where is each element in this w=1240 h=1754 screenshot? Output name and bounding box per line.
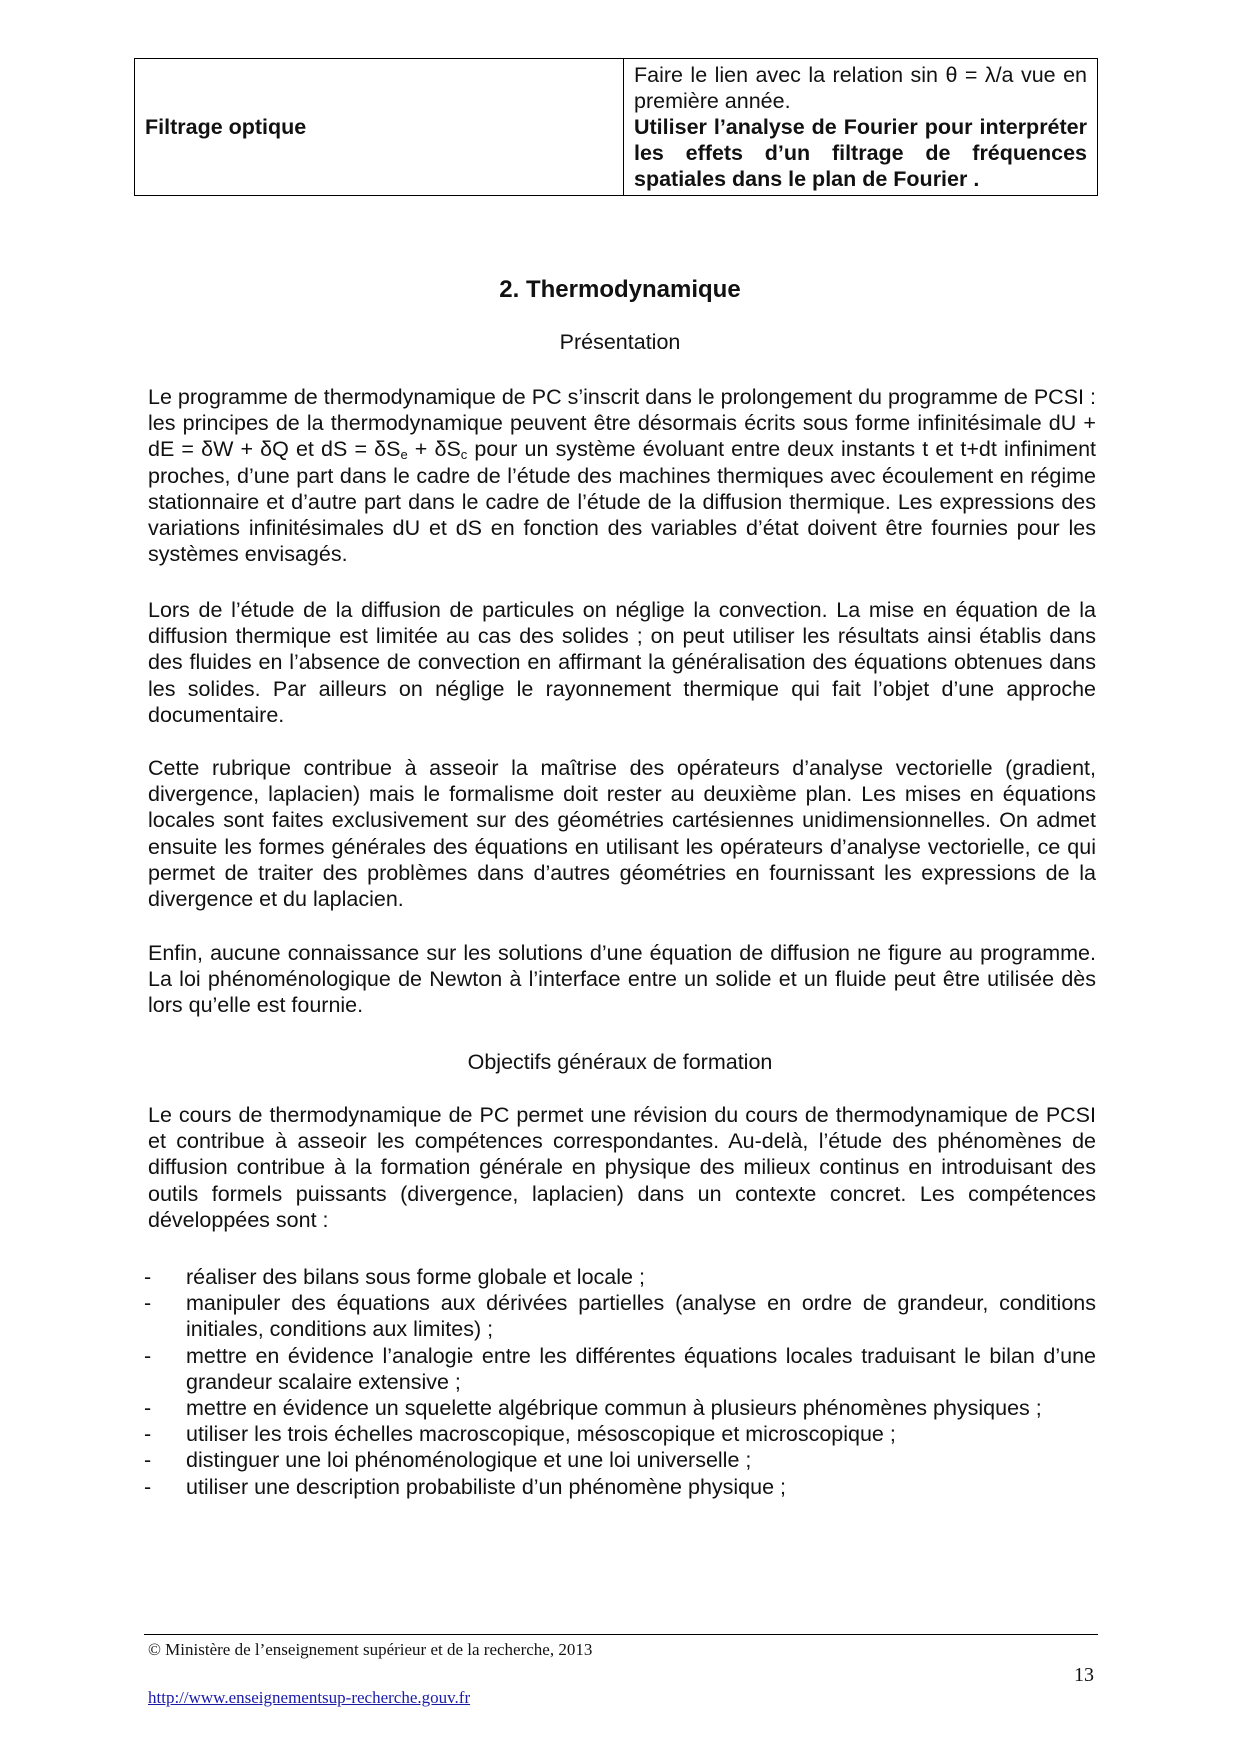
objectives-heading: Objectifs généraux de formation [467,1050,773,1074]
list-item [144,1474,1096,1500]
table-row [135,59,1098,115]
list-item-text: mettre en évidence l’analogie entre les différentes équations locales traduisant le bilan d’une grandeur scalaire extensive ; [186,1343,1096,1394]
table-cell-empty [135,59,624,115]
bullet-dash: - [144,1291,152,1316]
bullet-dash: - [144,1474,152,1499]
paragraph-1-part-a: Le programme de thermodynamique de PC s’inscrit dans le prolongement du programme de PCSI : les principes de la thermodynamique peuvent être désormais écrits sous forme infinitésimale dU + dE = δW + δQ et dS = δS [148,385,1096,462]
presentation-heading: Présentation [559,330,681,354]
list-item [144,1290,1096,1342]
bullet-dash: - [144,1343,152,1368]
bullet-dash: - [144,1422,152,1447]
list-item [144,1264,1096,1290]
section-title: 2. Thermodynamique [499,276,741,303]
footer-rule [144,1634,1098,1635]
bullet-dash: - [144,1265,152,1289]
list-item-text: utiliser les trois échelles macroscopique, mésoscopique et microscopique ; [186,1422,896,1447]
competences-table [134,58,1098,196]
table-cell: Faire le lien avec la relation sin θ = λ/a vue en première année. [624,59,1098,115]
paragraph-2: Lors de l’étude de la diffusion de particules on néglige la convection. La mise en équation de la diffusion thermique est limitée au cas des solides ; on peut utiliser les résultats ainsi établis dans des fluides en l’absence de convection en affirmant la généralisation des équations obtenues dans les solides. Par ailleurs on néglige le rayonnement thermique qui fait l’objet d’une approche documentaire. [148,598,1096,727]
table-cell-notion: Filtrage optique [135,114,624,196]
paragraph-1-part-b: pour un système évoluant entre deux instants t et t+dt infiniment proches, d’une part dans le cadre de l’étude des machines thermiques avec écoulement en régime stationnaire et d’autre part dans le cadre de l’étude de la diffusion thermique. Les expressions des variations infinitésimales dU et dS en fonction des variables d’état doivent être fournies pour les systèmes envisagés. [148,437,1096,567]
list-item-text: utiliser une description probabiliste d’un phénomène physique ; [186,1474,786,1499]
subscript-c: c [460,447,468,463]
list-item-text: distinguer une loi phénoménologique et une loi universelle ; [186,1448,752,1473]
paragraph-5: Le cours de thermodynamique de PC permet une révision du cours de thermodynamique de PCSI et contribue à asseoir les compétences correspondantes. Au-delà, l’étude des phénomènes de diffusion contribue à la formation générale en physique des milieux continus en introduisant des outils formels puissants (divergence, laplacien) dans un contexte concret. Les compétences développées sont : [148,1103,1096,1232]
paragraph-3: Cette rubrique contribue à asseoir la maîtrise des opérateurs d’analyse vectorielle (gradient, divergence, laplacien) mais le formalisme doit rester au deuxième plan. Les mises en équations locales sont faites exclusivement sur des géométries cartésiennes unidimensionnelles. On admet ensuite les formes générales des équations en utilisant les opérateurs d’analyse vectorielle, ce qui permet de traiter des problèmes dans d’autres géométries en fournissant les expressions de la divergence et du laplacien. [148,756,1096,912]
bullet-dash: - [144,1448,152,1473]
bullet-dash: - [144,1396,152,1421]
list-item [144,1421,1096,1447]
list-item-text: réaliser des bilans sous forme globale et locale ; [186,1265,645,1289]
table-row [135,114,1098,196]
list-item [144,1395,1096,1421]
subscript-e: e [400,447,408,463]
footer-link[interactable]: http://www.enseignementsup-recherche.gouv.fr [148,1688,471,1707]
paragraph-4: Enfin, aucune connaissance sur les solutions d’une équation de diffusion ne figure au programme. La loi phénoménologique de Newton à l’interface entre un solide et un fluide peut être utilisée dès lors qu’elle est fournie. [148,941,1096,1018]
list-item-text: manipuler des équations aux dérivées partielles (analyse en ordre de grandeur, conditions initiales, conditions aux limites) ; [186,1291,1096,1342]
list-item [144,1447,1096,1473]
paragraph-1 [148,384,1096,567]
list-item-text: mettre en évidence un squelette algébrique commun à plusieurs phénomènes physiques ; [186,1396,1042,1421]
paragraph-1-plus: + δS [407,437,461,462]
footer-copyright: © Ministère de l’enseignement supérieur et de la recherche, 2013 [148,1640,593,1659]
list-item [144,1343,1096,1395]
competences-list [144,1264,1096,1500]
table-cell-capacity: Utiliser l’analyse de Fourier pour interpréter les effets d’un filtrage de fréquences spatiales dans le plan de Fourier . [624,114,1098,196]
page-number: 13 [1074,1664,1094,1686]
